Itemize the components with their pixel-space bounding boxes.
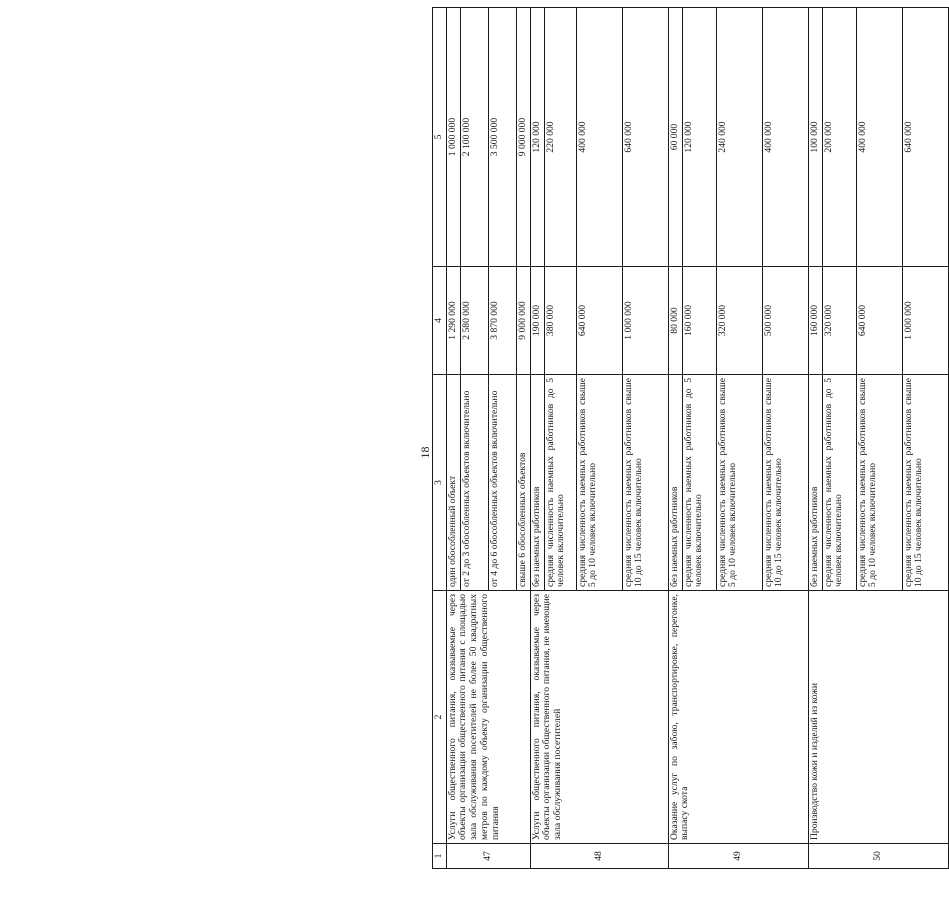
value-col4-cell: 320 000 [716,267,762,375]
category-cell: от 2 до 3 обособленных объектов включительно [460,375,488,591]
category-cell: средняя численность наемных работников свыше 10 до 15 человек включительно [902,375,948,591]
category-cell: средняя численность наемных работников свыше 5 до 10 человек включительно [576,375,622,591]
row-number: 50 [808,844,948,869]
service-description: Услуги общественного питания, оказываемые через объекты организации общественного питания с площадью зала обслуживания посетителей не более 50 квадратных метров по каждому объекту организации общественного питания [446,591,530,844]
value-col4-cell: 1 000 000 [622,267,668,375]
header-row [433,8,447,869]
category-cell: от 4 до 6 обособленных объектов включительно [488,375,516,591]
category-cell: средняя численность наемных работников свыше 10 до 15 человек включительно [762,375,808,591]
value-col5-cell: 60 000 [668,8,682,267]
service-description: Оказание услуг по забою, транспортировке, перегонке, выпасу скота [668,591,808,844]
value-col4-cell: 190 000 [530,267,544,375]
value-col4-cell: 640 000 [856,267,902,375]
category-cell: без наемных работников [668,375,682,591]
page-number: 18 [418,446,432,459]
table-row [808,8,822,869]
category-cell: средняя численность наемных работников до 5 человек включительно [822,375,856,591]
value-col5-cell: 400 000 [576,8,622,267]
header-cell-2: 2 [433,591,447,844]
value-col5-cell: 400 000 [856,8,902,267]
value-col5-cell: 120 000 [530,8,544,267]
value-col5-cell: 240 000 [716,8,762,267]
value-col4-cell: 1 000 000 [902,267,948,375]
header-cell-5: 5 [433,8,447,267]
category-cell: средняя численность наемных работников свыше 10 до 15 человек включительно [622,375,668,591]
value-col5-cell: 100 000 [808,8,822,267]
table-row [668,8,682,869]
value-col5-cell: 200 000 [822,8,856,267]
value-col5-cell: 9 000 000 [516,8,530,267]
value-col5-cell: 400 000 [762,8,808,267]
header-cell-3: 3 [433,375,447,591]
value-col5-cell: 2 100 000 [460,8,488,267]
category-cell: без наемных работников [808,375,822,591]
value-col4-cell: 80 000 [668,267,682,375]
category-cell: средняя численность наемных работников свыше 5 до 10 человек включительно [716,375,762,591]
value-col4-cell: 1 290 000 [446,267,460,375]
category-cell: средняя численность наемных работников свыше 5 до 10 человек включительно [856,375,902,591]
tariff-table [432,7,949,869]
value-col5-cell: 220 000 [544,8,576,267]
value-col5-cell: 640 000 [622,8,668,267]
category-cell: один обособленный объект [446,375,460,591]
service-description: Производство кожи и изделий из кожи [808,591,948,844]
value-col4-cell: 640 000 [576,267,622,375]
service-description: Услуги общественного питания, оказываемые через объекты организации общественного питания, не имеющие зала обслуживания посетителей [530,591,668,844]
category-cell: свыше 6 обособленных объектов [516,375,530,591]
value-col5-cell: 640 000 [902,8,948,267]
category-cell: средняя численность наемных работников до 5 человек включительно [682,375,716,591]
category-cell: средняя численность наемных работников до 5 человек включительно [544,375,576,591]
table-row [530,8,544,869]
value-col5-cell: 3 500 000 [488,8,516,267]
row-number: 47 [446,844,530,869]
value-col4-cell: 2 580 000 [460,267,488,375]
header-cell-4: 4 [433,267,447,375]
header-cell-1: 1 [433,844,447,869]
category-cell: без наемных работников [530,375,544,591]
table-row [446,8,460,869]
value-col4-cell: 160 000 [808,267,822,375]
value-col4-cell: 160 000 [682,267,716,375]
value-col5-cell: 1 000 000 [446,8,460,267]
value-col4-cell: 3 870 000 [488,267,516,375]
row-number: 48 [530,844,668,869]
value-col4-cell: 320 000 [822,267,856,375]
value-col4-cell: 380 000 [544,267,576,375]
value-col4-cell: 500 000 [762,267,808,375]
value-col4-cell: 9 000 000 [516,267,530,375]
value-col5-cell: 120 000 [682,8,716,267]
row-number: 49 [668,844,808,869]
